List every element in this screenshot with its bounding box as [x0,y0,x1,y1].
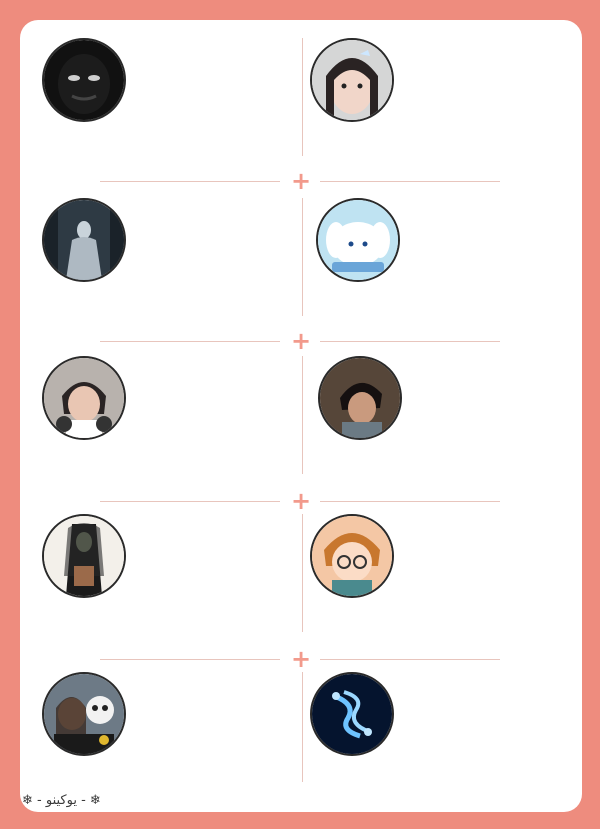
avatar [310,672,394,756]
avatar [42,672,126,756]
avatar [42,356,126,440]
avatar [42,514,126,598]
avatar [318,356,402,440]
avatar [42,38,126,122]
avatar [310,38,394,122]
divider-vertical [302,356,303,474]
avatar [42,198,126,282]
divider-vertical [302,514,303,632]
divider-horizontal [100,341,280,342]
avatar [310,514,394,598]
divider-vertical [302,672,303,782]
divider-horizontal [320,181,500,182]
plus-icon: + [291,487,312,515]
plus-icon: + [291,645,312,673]
divider-horizontal [100,181,280,182]
divider-vertical [302,198,303,316]
divider-horizontal [100,659,280,660]
avatar [316,198,400,282]
divider-horizontal [100,501,280,502]
divider-vertical [302,38,303,156]
divider-horizontal [320,501,500,502]
plus-icon: + [291,327,312,355]
plus-icon: + [291,167,312,195]
divider-horizontal [320,659,500,660]
footer-signature: ❄ - یوکینو - ❄ [22,793,101,808]
divider-horizontal [320,341,500,342]
